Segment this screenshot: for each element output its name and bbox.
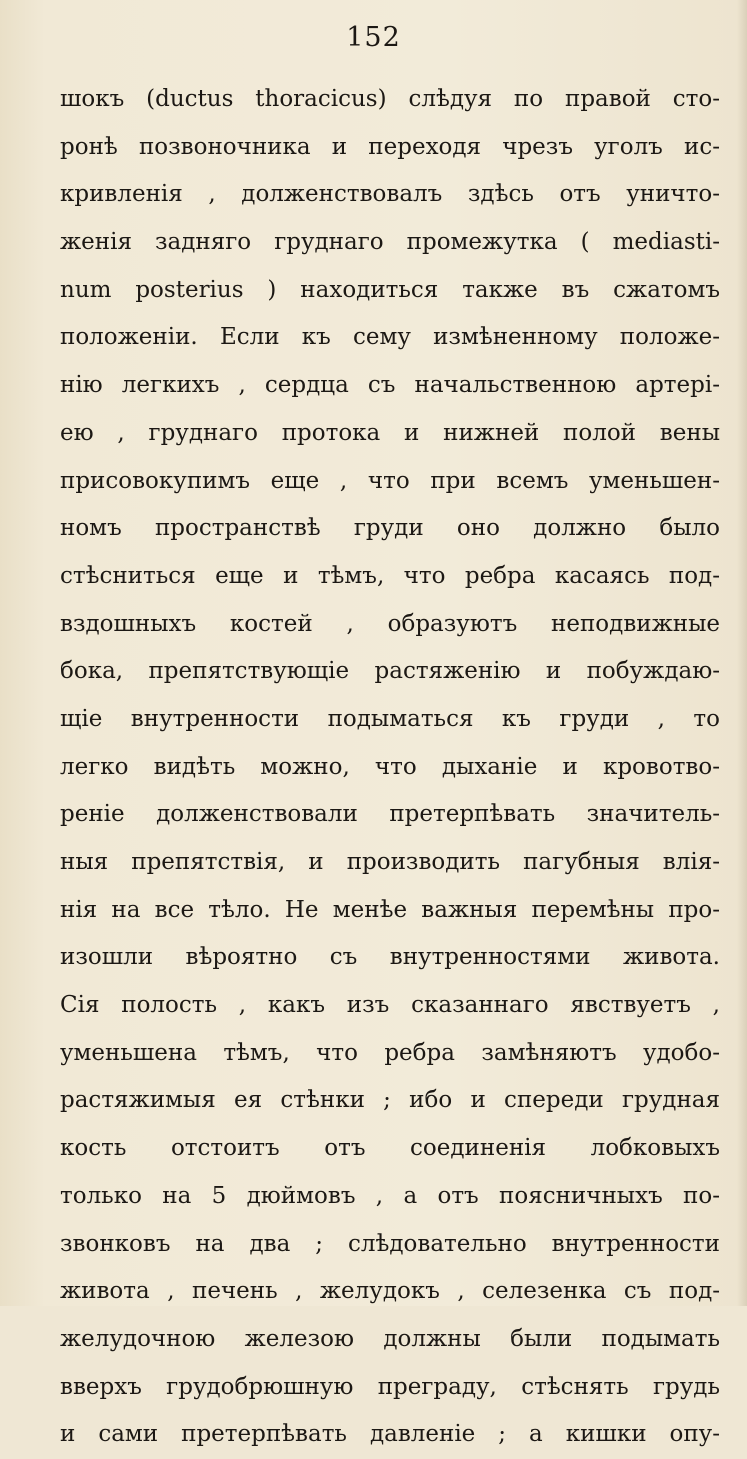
text-line: нію легкихъ , сердца съ начальственною артері- <box>60 372 720 399</box>
text-line: щіе внутренности подыматься къ груди , то <box>60 705 720 732</box>
text-line: уменьшена тѣмъ, что ребра замѣняютъ удобо- <box>60 1039 720 1066</box>
text-line: и сами претерпѣвать давленіе ; а кишки опу- <box>60 1421 720 1448</box>
text-line: Сія полость , какъ изъ сказаннаго явствуетъ , <box>60 992 720 1019</box>
text-line: женія задняго груднаго промежутка ( mediasti- <box>60 229 720 256</box>
body-text <box>60 76 720 1459</box>
text-line: только на 5 дюймовъ , а отъ поясничныхъ по- <box>60 1182 720 1209</box>
text-line: кривленія , долженствовалъ здѣсь отъ уничто- <box>60 181 720 208</box>
text-line: вздошныхъ костей , образуютъ неподвижные <box>60 610 720 637</box>
text-line: реніе долженствовали претерпѣвать значитель- <box>60 801 720 828</box>
text-line: изошли вѣроятно съ внутренностями живота. <box>60 944 720 971</box>
text-line: кость отстоитъ отъ соединенія лобковыхъ <box>60 1135 720 1162</box>
text-line: легко видѣть можно, что дыханіе и кровотво- <box>60 753 720 780</box>
text-line: живота , печень , желудокъ , селезенка съ под- <box>60 1278 720 1305</box>
text-line: вверхъ грудобрюшную преграду, стѣснять грудь <box>60 1373 720 1400</box>
text-line: звонковъ на два ; слѣдовательно внутренности <box>60 1230 720 1257</box>
text-line: шокъ (ductus thoracicus) слѣдуя по правой сто- <box>60 86 720 112</box>
text-line: желудочною железою должны были подымать <box>60 1325 720 1352</box>
text-line: растяжимыя ея стѣнки ; ибо и спереди грудная <box>60 1087 720 1114</box>
text-line: присовокупимъ еще , что при всемъ уменьшен- <box>60 467 720 494</box>
text-line: нія на все тѣло. Не менѣе важныя перемѣны про- <box>60 896 720 923</box>
text-line: стѣсниться еще и тѣмъ, что ребра касаясь под- <box>60 562 720 589</box>
text-line: ныя препятствія, и производить пагубныя влія- <box>60 849 720 875</box>
text-line: ронѣ позвоночника и переходя чрезъ уголъ ис- <box>60 133 720 160</box>
text-line: номъ пространствѣ груди оно должно было <box>60 515 720 542</box>
text-line: бока, препятствующіе растяженію и побуждаю- <box>60 658 720 685</box>
text-line: положеніи. Если къ сему измѣненному положе- <box>60 324 720 351</box>
text-line: num posterius ) находиться также въ сжатомъ <box>60 276 720 303</box>
page-number: 152 <box>346 22 401 53</box>
text-line: ею , груднаго протока и нижней полой вены <box>60 419 720 446</box>
page-edge-shadow <box>737 0 747 1306</box>
